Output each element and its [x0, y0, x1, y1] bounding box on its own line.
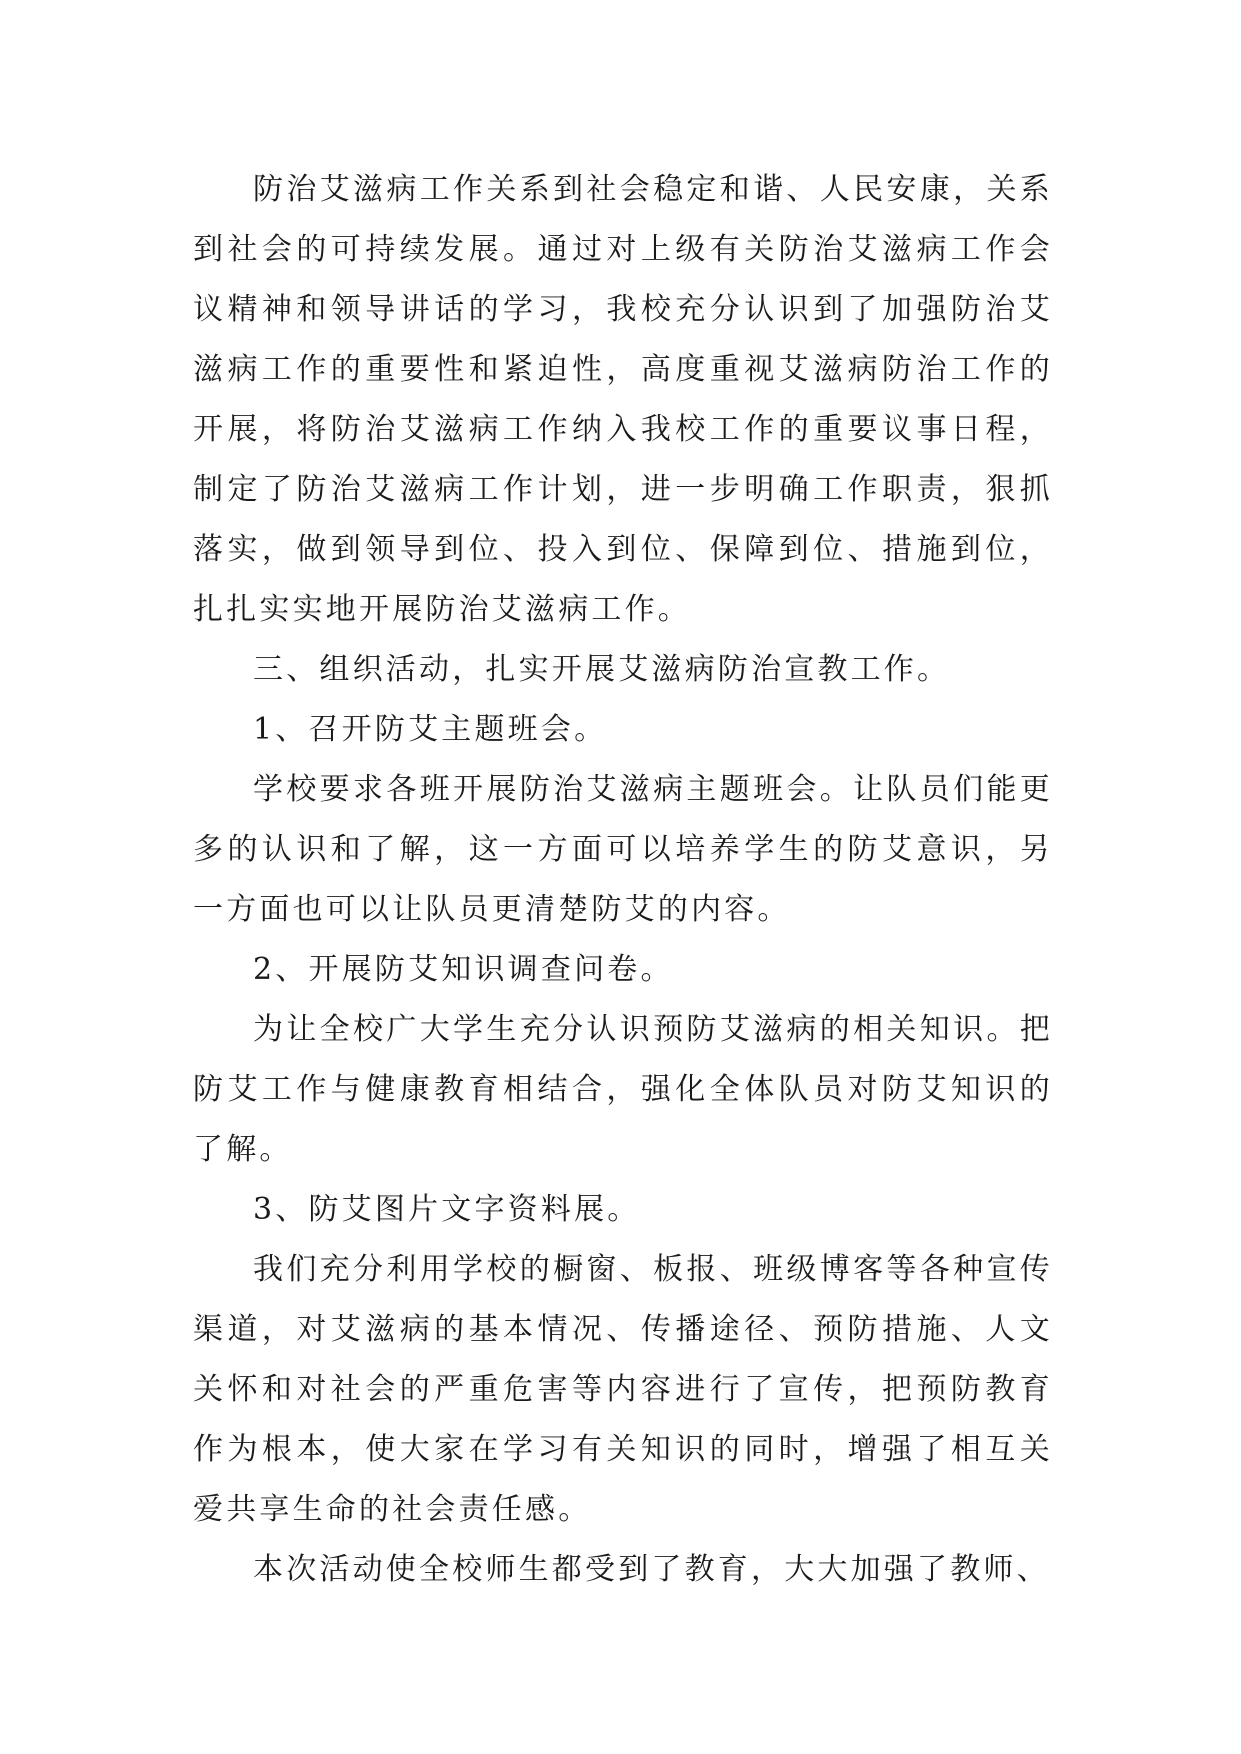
paragraph-class-meeting: 学校要求各班开展防治艾滋病主题班会。让队员们能更多的认识和了解，这一方面可以培养学生的防艾意识，另一方面也可以让队员更清楚防艾的内容。 [193, 772, 1053, 927]
item-heading-exhibition: 3、防艾图片文字资料展。 [253, 1192, 641, 1227]
item-heading-class-meeting: 1、召开防艾主题班会。 [253, 712, 608, 747]
item-heading-survey: 2、开展防艾知识调查问卷。 [253, 952, 674, 987]
document-body [193, 160, 1053, 1600]
paragraph-intro: 防治艾滋病工作关系到社会稳定和谐、人民安康，关系到社会的可持续发展。通过对上级有关防治艾滋病工作会议精神和领导讲话的学习，我校充分认识到了加强防治艾滋病工作的重要性和紧迫性，高度重视艾滋病防治工作的开展，将防治艾滋病工作纳入我校工作的重要议事日程，制定了防治艾滋病工作计划，进一步明确工作职责，狠抓落实，做到领导到位、投入到位、保障到位、措施到位，扎扎实实地开展防治艾滋病工作。 [193, 172, 1053, 627]
paragraph-conclusion: 本次活动使全校师生都受到了教育，大大加强了教师、 [253, 1552, 1050, 1587]
paragraph-survey: 为让全校广大学生充分认识预防艾滋病的相关知识。把防艾工作与健康教育相结合，强化全体队员对防艾知识的了解。 [193, 1012, 1053, 1167]
section-heading-activities: 三、组织活动，扎实开展艾滋病防治宣教工作。 [253, 652, 951, 687]
paragraph-exhibition: 我们充分利用学校的橱窗、板报、班级博客等各种宣传渠道，对艾滋病的基本情况、传播途径、预防措施、人文关怀和对社会的严重危害等内容进行了宣传，把预防教育作为根本，使大家在学习有关知识的同时，增强了相互关爱共享生命的社会责任感。 [193, 1252, 1053, 1527]
